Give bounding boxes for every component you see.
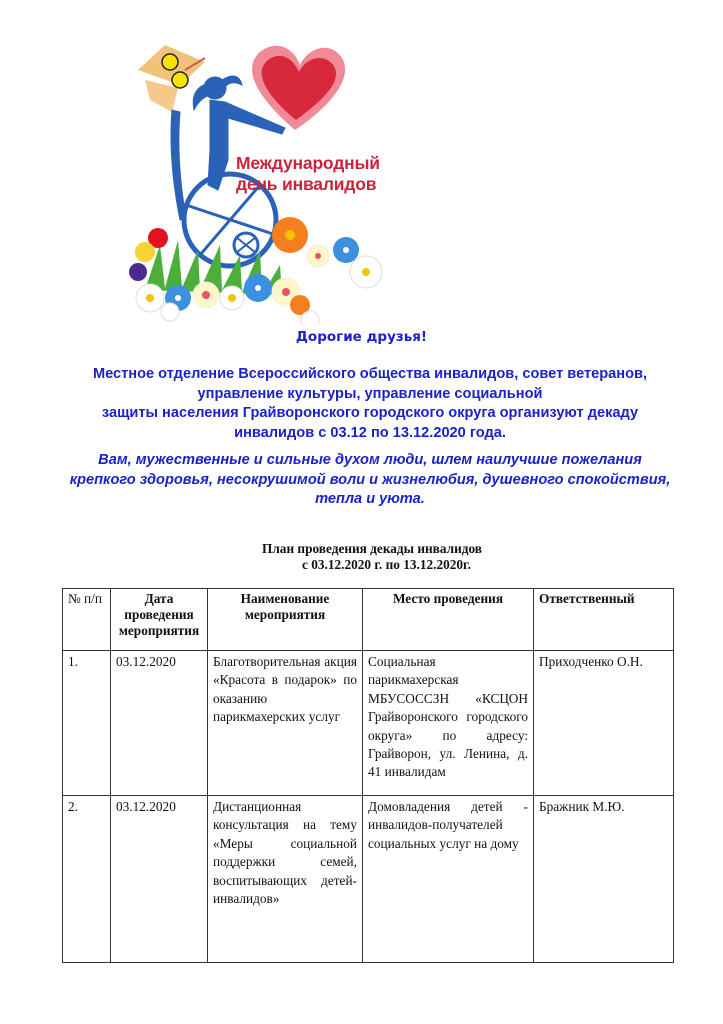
logo-title-line-1: Международный	[236, 153, 380, 173]
logo-title-line-2: день инвалидов	[236, 174, 377, 194]
plan-title	[200, 541, 580, 573]
cell-number: 2.	[63, 796, 111, 963]
header-responsible: Ответственный	[534, 589, 674, 651]
plan-title-line-1: План проведения декады инвалидов	[262, 541, 482, 556]
cell-date: 03.12.2020	[111, 796, 208, 963]
greeting-heading: Дорогие друзья!	[295, 329, 428, 345]
logo-title	[236, 153, 380, 195]
cell-responsible: Приходченко О.Н.	[534, 651, 674, 796]
intro-line: управление культуры, управление социальной	[197, 385, 543, 402]
intro-line: защиты населения Грайворонского городского округа организуют декаду	[101, 405, 639, 421]
header-venue: Место проведения	[363, 589, 534, 651]
wishes-line: тепла и уюта.	[315, 491, 425, 507]
events-plan-table	[62, 588, 674, 963]
wishes-line: крепкого здоровья, несокрушимой воли и жизнелюбия, душевного спокойствия,	[69, 471, 671, 488]
cell-venue: Домовладения детей - инвалидов-получателей социальных услуг на дому	[363, 796, 534, 963]
cell-event-name: Дистанционная консультация на тему «Меры социальной поддержки семей, воспитывающих детей-инвалидов»	[208, 796, 363, 963]
header-number: № п/п	[63, 589, 111, 651]
header-date: Дата проведения мероприятия	[111, 589, 208, 651]
header-event-name: Наименование мероприятия	[208, 589, 363, 651]
intro-line: инвалидов с 03.12 по 13.12.2020 года.	[234, 424, 506, 441]
table-row	[63, 796, 674, 963]
table-row	[63, 651, 674, 796]
plan-title-line-2: с 03.12.2020 г. по 13.12.2020г.	[302, 557, 471, 572]
cell-responsible: Бражник М.Ю.	[534, 796, 674, 963]
wishes-paragraph	[40, 451, 700, 510]
cell-venue: Социальная парикмахерская МБУСОССЗН «КСЦОН Грайворонского городского округа» по адресу: Грайворон, ул. Ленина, д. 41 инвалидам	[363, 651, 534, 796]
table-header-row	[63, 589, 674, 651]
cell-number: 1.	[63, 651, 111, 796]
heart-icon	[252, 46, 345, 130]
intro-line: Местное отделение Всероссийского общества инвалидов, совет ветеранов,	[92, 366, 648, 382]
cell-event-name: Благотворительная акция «Красота в подарок» по оказанию парикмахерских услуг	[208, 651, 363, 796]
cell-date: 03.12.2020	[111, 651, 208, 796]
intro-paragraph	[40, 365, 700, 443]
wishes-line: Вам, мужественные и сильные духом люди, шлем наилучшие пожелания	[98, 452, 642, 468]
